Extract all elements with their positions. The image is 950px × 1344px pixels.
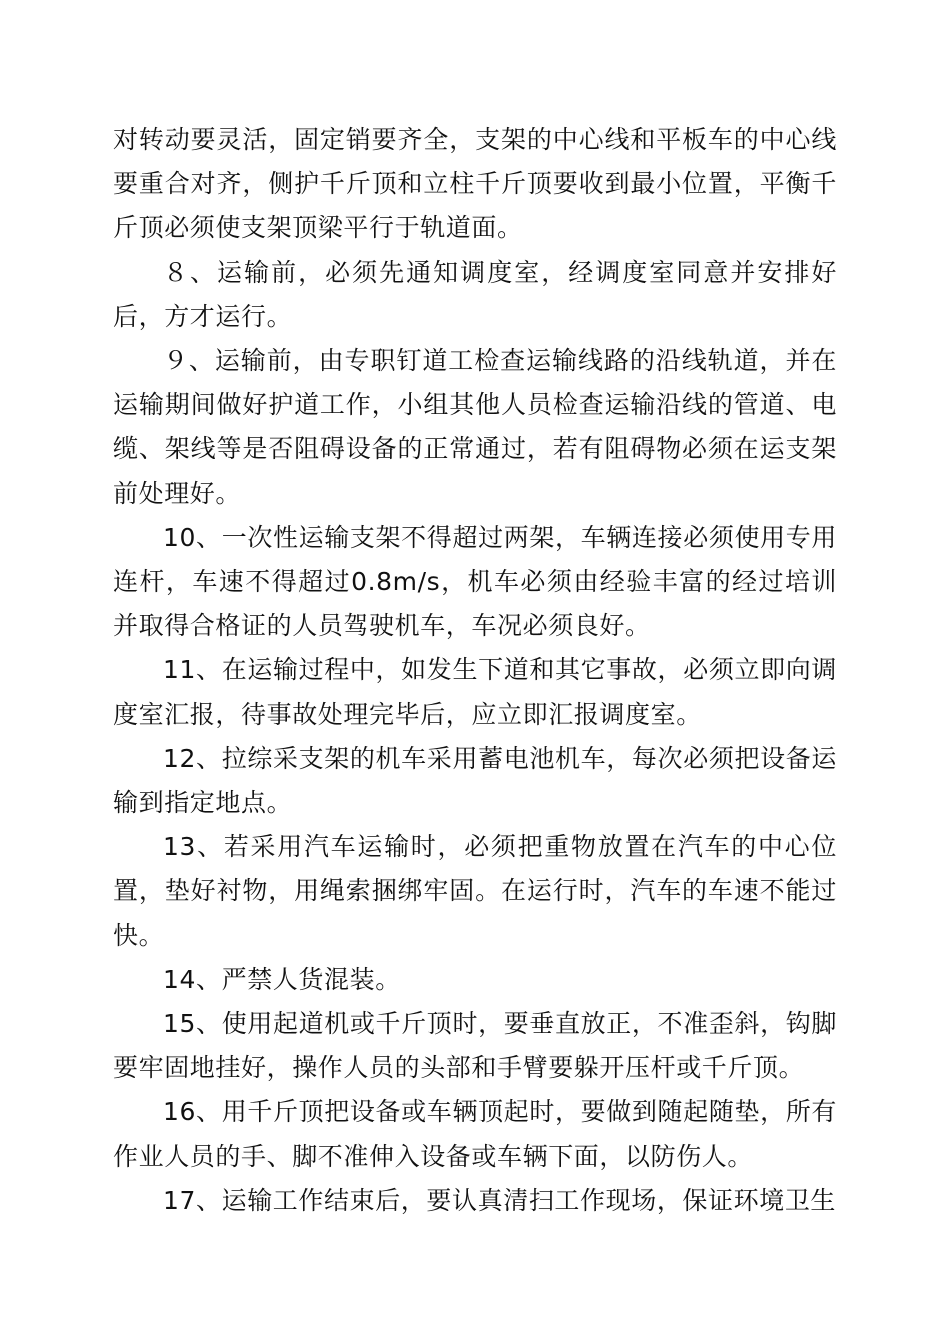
paragraph-item-12: 12、拉综采支架的机车采用蓄电池机车，每次必须把设备运输到指定地点。 (113, 743, 837, 818)
document-body (113, 118, 837, 1223)
paragraph-item-15: 15、使用起道机或千斤顶时，要垂直放正，不准歪斜，钩脚要牢固地挂好，操作人员的头部和手臂要躲开压杆或千斤顶。 (113, 1009, 837, 1083)
paragraph-item-10: 10、一次性运输支架不得超过两架，车辆连接必须使用专用连杆，车速不得超过0.8m/s，机车必须由经验丰富的经过培训并取得合格证的人员驾驶机车，车况必须良好。 (113, 522, 837, 641)
paragraph-item-14: 14、严禁人货混装。 (163, 964, 401, 994)
paragraph-item-8: ８、运输前，必须先通知调度室，经调度室同意并安排好后，方才运行。 (113, 257, 837, 331)
paragraph-item-9: ９、运输前，由专职钉道工检查运输线路的沿线轨道，并在运输期间做好护道工作，小组其他人员检查运输沿线的管道、电缆、架线等是否阻碍设备的正常通过，若有阻碍物必须在运支架前处理好。 (113, 346, 837, 508)
paragraph-item-17: 17、运输工作结束后，要认真清扫工作现场，保证环境卫生 (163, 1185, 837, 1215)
paragraph-continuation: 对转动要灵活，固定销要齐全，支架的中心线和平板车的中心线要重合对齐，侧护千斤顶和立柱千斤顶要收到最小位置，平衡千斤顶必须使支架顶梁平行于轨道面。 (113, 125, 837, 243)
paragraph-item-16: 16、用千斤顶把设备或车辆顶起时，要做到随起随垫，所有作业人员的手、脚不准伸入设备或车辆下面，以防伤人。 (113, 1097, 837, 1171)
paragraph-item-13: 13、若采用汽车运输时，必须把重物放置在汽车的中心位置，垫好衬物，用绳索捆绑牢固。在运行时，汽车的车速不能过快。 (113, 832, 837, 950)
paragraph-item-11: 11、在运输过程中，如发生下道和其它事故，必须立即向调度室汇报，待事故处理完毕后，应立即汇报调度室。 (113, 655, 837, 729)
